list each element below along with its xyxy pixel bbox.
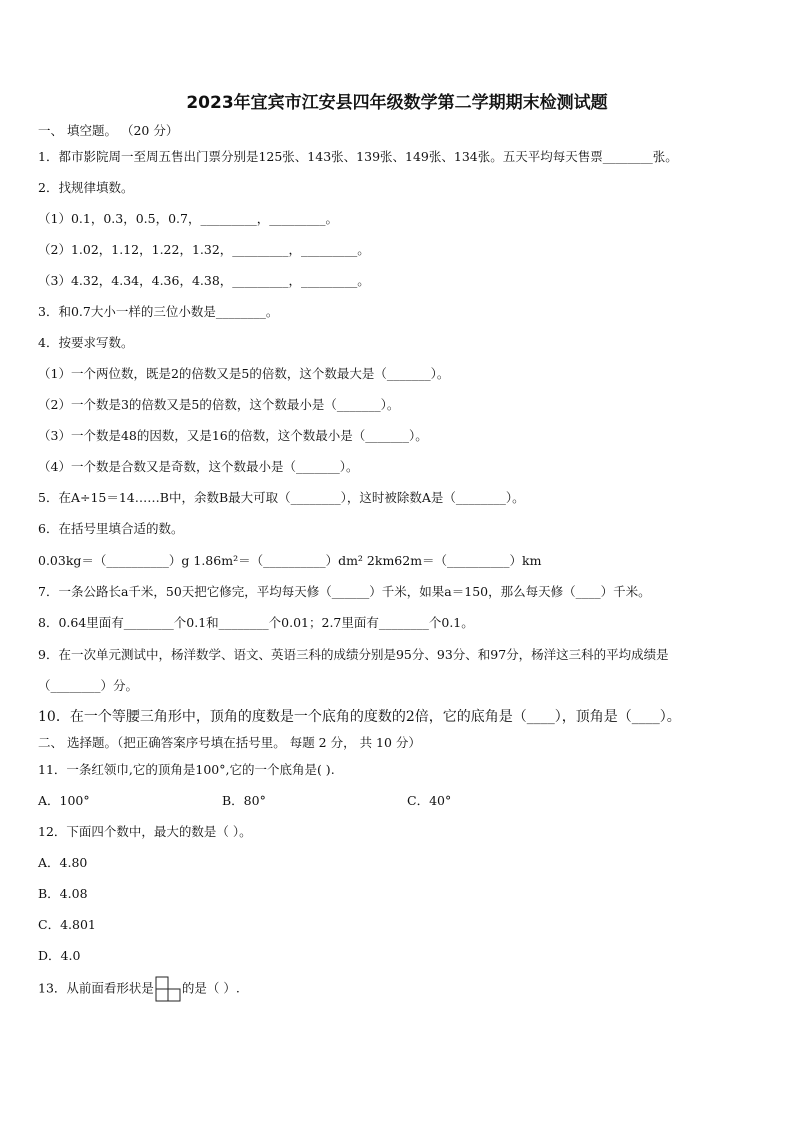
question-2-part-2: （2）1.02，1.12，1.22，1.32，_________，_________。: [38, 242, 370, 257]
question-6-items: 0.03kg＝（__________）g 1.86m²＝（__________）dm² 2km62m＝（__________）km: [38, 553, 542, 568]
question-12-option-b: B．4.08: [38, 886, 88, 901]
section-choice-heading: 二、 选择题。（把正确答案序号填在括号里。 每题 2 分， 共 10 分）: [38, 735, 421, 750]
front-view-shape-icon: [155, 976, 181, 1002]
question-12: 12．下面四个数中，最大的数是（ ）。: [38, 824, 252, 839]
question-13-text-after: 的是（ ）.: [181, 980, 240, 996]
question-6: 6．在括号里填合适的数。: [38, 521, 184, 536]
page-title: 2023年宜宾市江安县四年级数学第二学期期末检测试题: [186, 93, 608, 113]
question-10: 10．在一个等腰三角形中，顶角的度数是一个底角的度数的2倍，它的底角是（____），顶角是（____）。: [38, 709, 681, 725]
question-8: 8．0.64里面有________个0.1和________个0.01；2.7里面有________个0.1。: [38, 615, 474, 630]
question-5: 5．在A÷15＝14……B中，余数B最大可取（________），这时被除数A是（________）。: [38, 490, 525, 505]
question-11-option-a: A．100°: [38, 793, 90, 808]
question-2: 2．找规律填数。: [38, 180, 134, 195]
question-12-option-a: A．4.80: [38, 855, 88, 870]
question-7: 7．一条公路长a千米，50天把它修完，平均每天修（______）千米，如果a＝150，那么每天修（____）千米。: [38, 584, 651, 599]
question-12-option-c: C．4.801: [38, 917, 96, 932]
question-12-option-d: D．4.0: [38, 948, 81, 963]
question-9: 9．在一次单元测试中，杨洋数学、语文、英语三科的成绩分别是95分、93分、和97分，杨洋这三科的平均成绩是: [38, 647, 669, 662]
question-1: 1．都市影院周一至周五售出门票分别是125张、143张、139张、149张、134张。五天平均每天售票________张。: [38, 149, 678, 164]
question-13-text-before: 13．从前面看形状是: [38, 980, 154, 996]
question-4-part-2: （2）一个数是3的倍数又是5的倍数，这个数最小是（_______）。: [38, 397, 400, 412]
question-4-part-4: （4）一个数是合数又是奇数，这个数最小是（_______）。: [38, 459, 359, 474]
question-13: [38, 976, 240, 1002]
section-fill-blank-heading: 一、 填空题。 （20 分）: [38, 123, 179, 138]
question-4-part-3: （3）一个数是48的因数，又是16的倍数，这个数最小是（_______）。: [38, 428, 428, 443]
question-11-option-b: B．80°: [222, 793, 266, 808]
question-2-part-3: （3）4.32，4.34，4.36，4.38，_________，_________。: [38, 273, 370, 288]
question-9-continued: （________）分。: [38, 678, 139, 693]
question-4-part-1: （1）一个两位数，既是2的倍数又是5的倍数，这个数最大是（_______）。: [38, 366, 450, 381]
question-11: 11．一条红领巾,它的顶角是100°,它的一个底角是( ).: [38, 762, 335, 777]
question-11-option-c: C．40°: [407, 793, 452, 808]
question-4: 4．按要求写数。: [38, 335, 134, 350]
question-3: 3．和0.7大小一样的三位小数是________。: [38, 304, 279, 319]
question-2-part-1: （1）0.1，0.3，0.5，0.7，_________，_________。: [38, 211, 338, 226]
